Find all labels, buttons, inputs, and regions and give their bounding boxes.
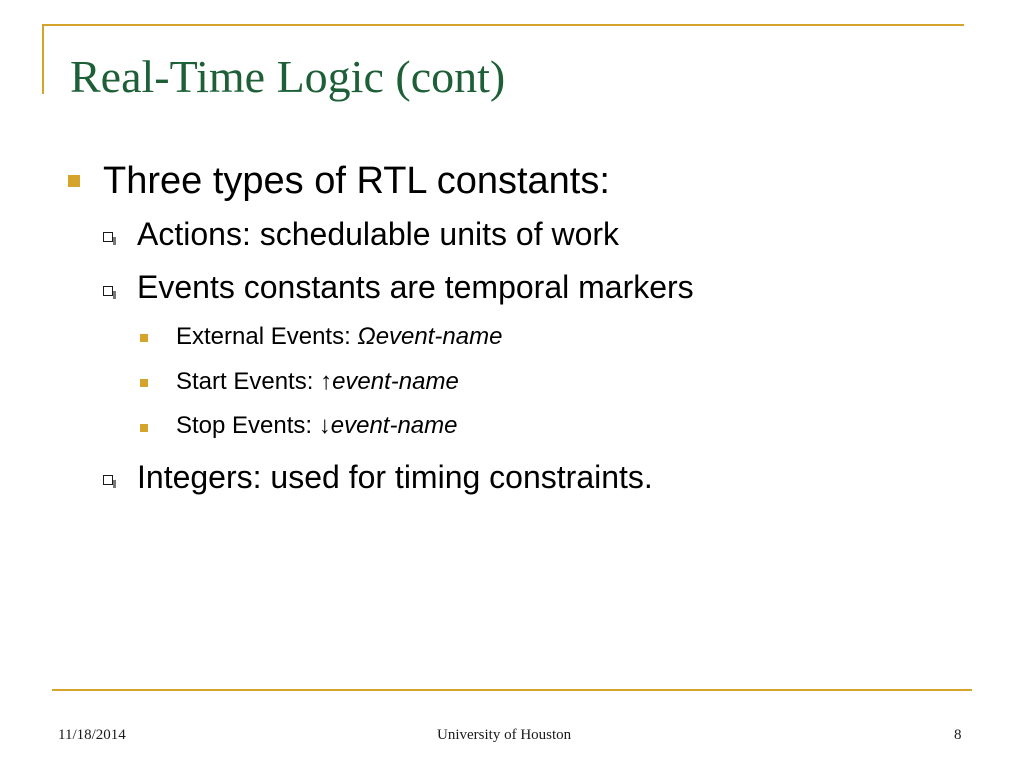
square-bullet-icon (68, 175, 80, 187)
frame-top-rule (42, 24, 964, 26)
event-name-text: event-name (330, 412, 458, 439)
bullet-events: Events constants are temporal markers (137, 269, 694, 305)
page-number: 8 (954, 727, 962, 743)
event-name-text: event-name (332, 368, 459, 395)
hollow-square-bullet-icon (103, 232, 113, 242)
bullet-actions: Actions: schedulable units of work (137, 216, 620, 252)
hollow-square-bullet-icon (103, 475, 113, 485)
bullet-external-events (176, 323, 502, 351)
footer-rule (52, 689, 972, 691)
bullet-three-types: Three types of RTL constants: (103, 160, 610, 202)
frame-left-rule (42, 24, 44, 94)
start-events-label: Start Events: (176, 368, 321, 395)
bullet-start-events (176, 368, 459, 396)
external-events-label: External Events: (176, 323, 358, 350)
footer-organization: University of Houston (437, 727, 572, 743)
square-bullet-icon (140, 334, 148, 342)
up-arrow-symbol: ↑ (320, 368, 333, 395)
square-bullet-icon (140, 424, 148, 432)
bullet-integers: Integers: used for timing constraints. (137, 459, 653, 495)
square-bullet-icon (140, 379, 148, 387)
bullet-stop-events (176, 412, 458, 440)
slide-title: Real-Time Logic (cont) (70, 51, 506, 102)
omega-symbol: Ω (357, 323, 376, 350)
down-arrow-symbol: ↓ (318, 412, 331, 439)
footer-date: 11/18/2014 (58, 727, 126, 743)
event-name-text: event-name (375, 323, 503, 350)
hollow-square-bullet-icon (103, 286, 113, 296)
stop-events-label: Stop Events: (176, 412, 319, 439)
